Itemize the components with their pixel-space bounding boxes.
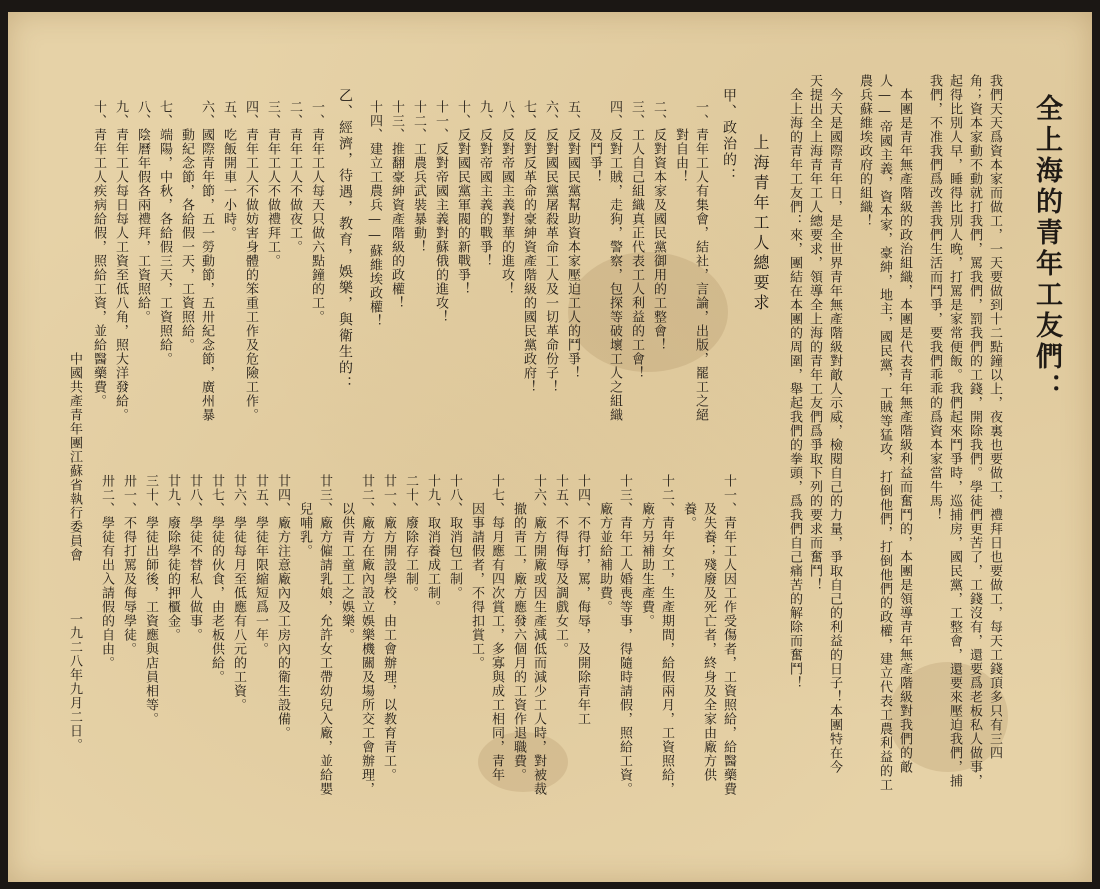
political-item: 十二、工農兵武裝暴動！: [411, 100, 426, 254]
political-item: 五、反對國民黨幫助資本家壓迫工人的鬥爭！: [565, 100, 580, 380]
economic-item: 廿二、廠方在廠內設立娛樂機關及場所交工會辦理，: [359, 474, 374, 796]
economic-item: 廿九、廢除學徒的押櫃金。: [165, 474, 180, 642]
political-item: 十三、推翻豪紳資產階級的政權！: [389, 100, 404, 310]
section-b-heading: 乙、經濟，待遇，教育，娛樂，與衛生的：: [337, 88, 353, 392]
intro-line: 人——帝國主義，資本家，豪紳，地主，國民黨，工賊等猛攻，打倒他們，打倒他們的政權，建立代表工農利益的工: [877, 74, 892, 792]
economic-item: 兒哺乳。: [297, 474, 312, 558]
economic-item: 一、青年工人每天只做六點鐘的工。: [309, 100, 324, 324]
economic-item: 十七、每月應有四次賞工，多寡與成工相同，青年: [489, 474, 504, 782]
political-item: 四、反對工賊，走狗，警察，包探等破壞工人之組織: [607, 100, 622, 422]
economic-item: 十、青年工人疾病給假，照給工資，並給醫藥費。: [91, 100, 106, 408]
political-item: 八、反對帝國主義對華的進攻！: [499, 100, 514, 296]
economic-item: 四、青年工人不做妨害身體的笨重工作及危險工作。: [243, 100, 258, 422]
economic-item: 十六、廠方開廠或因生產減低而減少工人時，對被裁: [531, 474, 546, 796]
economic-item: 三、青年工人不做禮拜工。: [265, 100, 280, 268]
economic-item: 十九、取消養成工制。: [425, 474, 440, 614]
political-item: 及鬥爭！: [587, 100, 602, 184]
section-a-heading: 甲、政治的：: [721, 88, 737, 184]
economic-item: 因事請假者，不得扣賞工。: [469, 474, 484, 670]
economic-item: 十三、青年工人婚喪等事，得隨時請假，照給工資。: [617, 474, 632, 796]
economic-item: 廿一、廠方開設學校，由工會辦理，以教育青工。: [381, 474, 396, 782]
economic-item: 十四、不得打，罵，侮辱，及開除青年工: [575, 474, 590, 726]
economic-item: 八、陰曆年假各兩禮拜，工資照給。: [135, 100, 150, 324]
economic-item: 六、國際青年節，五一勞動節，五卅紀念節，廣州暴: [199, 100, 214, 422]
economic-item: 動紀念節，各給假一天，工資照給。: [179, 100, 194, 352]
intro-line: 本團是青年無產階級的政治組織，本團是代表青年無產階級利益而奮鬥的，本團是領導青年無產階級對我們的敵: [897, 74, 912, 774]
economic-item: 廿四、廠方注意廠內及工房內的衛生設備。: [275, 474, 290, 740]
intro-line: 起得比別人早，睡得比別人晚，打罵是家常便飯。我們起來鬥爭時，巡捕房，國民黨，工整會，還要來壓迫我們，捕: [947, 74, 962, 788]
economic-item: 十一、青年工人因工作受傷者，工資照給，給醫藥費: [721, 474, 736, 796]
intro-line: 角；資本家動不動就打我們，罵我們，罰我們的工錢，開除我們。學徒們更苦了，工錢沒有，還要爲老板私人做事，: [967, 74, 982, 788]
issuer-signature: 中國共產青年團江蘇省執行委員會: [67, 352, 82, 562]
economic-item: 三十、學徒出師後，工資應與店員相等。: [143, 474, 158, 726]
intro-line: 全上海的青年工友們：來，團結在本團的周圍，舉起我們的拳頭，爲我們自己痛苦的解除而奮鬥！: [787, 74, 802, 690]
economic-item: 廿七、學徒的伙食，由老板供給。: [209, 474, 224, 684]
political-item: 對自由！: [673, 100, 688, 184]
economic-item: 卅一、不得打罵及侮辱學徒。: [121, 474, 136, 656]
political-item: 二、反對資本家及國民黨御用的工整會！: [651, 100, 666, 352]
economic-item: 撤的青工，廠方應發六個月的工資作退職費。: [511, 474, 526, 782]
leaflet-sheet: [8, 12, 1092, 882]
political-item: 九、反對帝國主義的戰爭！: [477, 100, 492, 268]
political-item: 十、反對國民黨軍閥的新戰爭！: [455, 100, 470, 296]
economic-item: 及失養；殘廢及死亡者，終身及全家由廠方供: [701, 474, 716, 782]
economic-item: 養。: [681, 474, 696, 530]
political-item: 十一、反對帝國主義對蘇俄的進攻！: [433, 100, 448, 324]
intro-line: 今天是國際青年日，是全世界青年無產階級對敵人示威，檢閱自己的力量，爭取自己的利益的日子！本團特在今: [827, 74, 842, 774]
economic-item: 十五、不得侮辱及調戲女工。: [553, 474, 568, 656]
economic-item: 九、青年工人每日每人工資至低八角，照大洋發給。: [113, 100, 128, 422]
economic-item: 廿三、廠方僱請乳娘，允許女工帶幼兒入廠，並給嬰: [317, 474, 332, 796]
leaflet-title: 全上海的青年工友們：: [1031, 94, 1062, 404]
issue-date: 一九二八年九月二日。: [67, 612, 82, 752]
political-item: 六、反對國民黨屠殺革命工人及一切革命份子！: [543, 100, 558, 394]
intro-line: 我們，不准我們爲改善我們生活而鬥爭，要我們乖乖的爲資本家當牛馬！: [927, 74, 942, 522]
economic-item: 廿六、學徒每月至低應有八元的工資。: [231, 474, 246, 712]
economic-item: 以供青工童工之娛樂。: [339, 474, 354, 642]
economic-item: 二、青年工人不做夜工。: [287, 100, 302, 254]
intro-line: 天提出全上海青年工人總要求，領導全上海的青年工友們爲爭取下列的要求而奮鬥！: [807, 74, 822, 592]
economic-item: 十二、青年女工，生產期間，給假兩月，工資照給，: [659, 474, 674, 796]
economic-item: 廿八、學徒不替私人做事。: [187, 474, 202, 642]
economic-item: 卅二、學徒有出入請假的自由。: [99, 474, 114, 670]
economic-item: 廿五、學徒年限縮短爲一年。: [253, 474, 268, 656]
economic-item: 七、端陽，中秋，各給假三天，工資照給。: [157, 100, 172, 366]
political-item: 一、青年工人有集會，結社，言論，出版，罷工之絕: [693, 100, 708, 422]
demands-subtitle: 上海青年工人總要求: [751, 134, 770, 314]
economic-item: 二十、廢除存工制。: [403, 474, 418, 600]
political-item: 七、反對反革命的豪紳資產階級的國民黨政府！: [521, 100, 536, 394]
political-item: 三、工人自己組織真正代表工人利益的工會！: [629, 100, 644, 380]
economic-item: 廠方並給補助費。: [597, 474, 612, 614]
economic-item: 廠方另補助生產費。: [639, 474, 654, 628]
economic-item: 五、吃飯開車一小時。: [221, 100, 236, 240]
political-item: 十四、建立工農兵——蘇維埃政權！: [367, 100, 382, 328]
intro-line: 農兵蘇維埃政府的組織！: [857, 74, 872, 228]
intro-line: 我們天天爲資本家而做工，一天要做到十二點鐘以上，夜裏也要做工，禮拜日也要做工，每天工錢頂多只有三四: [987, 74, 1002, 760]
economic-item: 十八、取消包工制。: [447, 474, 462, 600]
